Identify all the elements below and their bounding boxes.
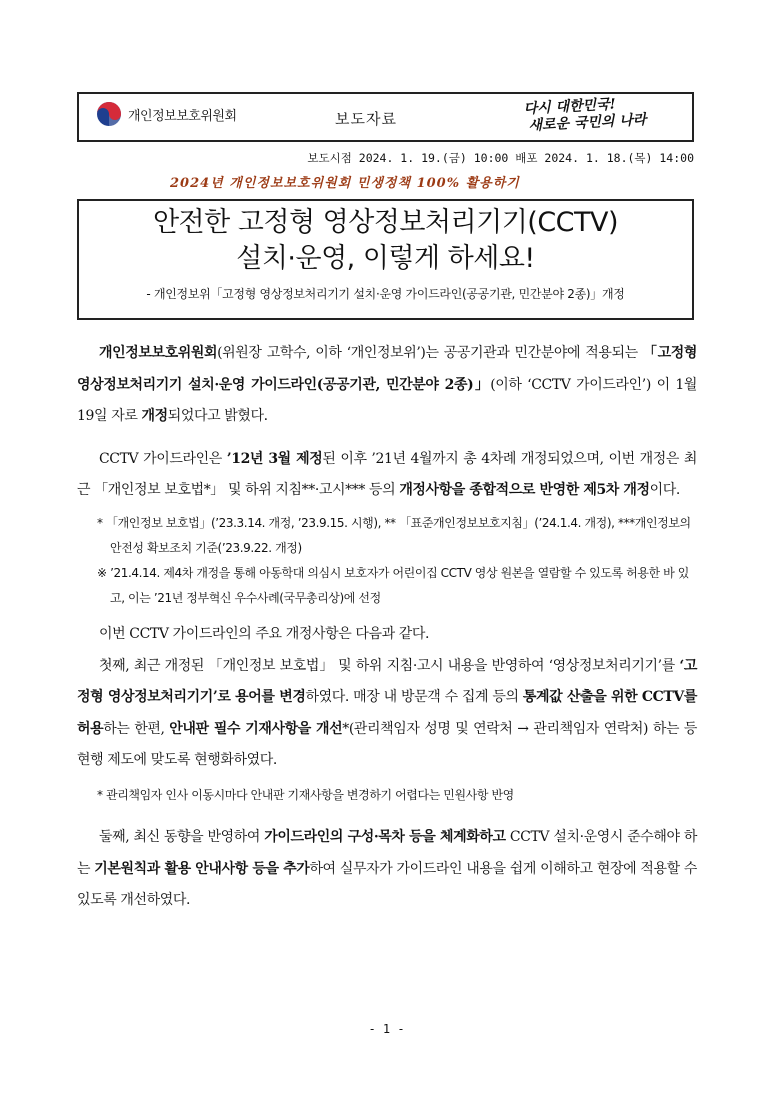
p2-bold-1: ’12년 3월 제정: [226, 450, 323, 467]
policy-banner: 2024년 개인정보보호위원회 민생정책 100% 활용하기: [170, 176, 520, 191]
p4-text-1: 첫째, 최근 개정된 「개인정보 보호법」 및 하위 지침·고시 내용을 반영하여 ‘영상정보처리기기’를: [99, 657, 680, 674]
p2-text-3: 이다.: [649, 482, 680, 499]
p4-text-4: *(관리책임자 성명 및 연락처 → 관리책임자 연락처) 하는 등 현행 제도에 맞도록 현행화하였다.: [77, 720, 697, 769]
title-line2: 설치·운영, 이렇게 하세요!: [236, 243, 535, 274]
p5-text-3: 하여 실무자가 가이드라인 내용을 쉽게 이해하고 현장에 적용할 수 있도록 개선하였다.: [77, 860, 697, 909]
p1-text-3: 되었다고 밝혔다.: [167, 408, 268, 425]
body-content: [77, 338, 697, 917]
release-datetime: 보도시점 2024. 1. 19.(금) 10:00 배포 2024. 1. 18.(목) 14:00: [307, 151, 694, 165]
p5-bold-2: 기본원칙과 활용 안내사항 등을 추가: [94, 860, 310, 877]
p1-bold-1: 개인정보보호위원회: [99, 345, 218, 361]
paragraph-2: [77, 444, 697, 507]
p4-bold-3: 안내판 필수 기재사항을 개선: [169, 720, 343, 737]
title-line1: 안전한 고정형 영상정보처리기기(CCTV): [152, 207, 619, 238]
p1-bold-2: 「고정형 영상정보처리기기 설치·운영 가이드라인(공공기관, 민간분야 2종)」: [77, 345, 697, 393]
p4-text-3: 하는 한편,: [103, 720, 170, 737]
doc-type: 보도자료: [335, 110, 397, 128]
p1-bold-3: 개정: [141, 408, 168, 425]
org-name: 개인정보보호위원회: [128, 108, 237, 124]
p2-text-1: CCTV 가이드라인은: [99, 450, 227, 467]
p4-bold-2: 통계값 산출을 위한 CCTV를 허용: [77, 689, 697, 737]
footnote-1: * 「개인정보 보호법」(’23.3.14. 개정, ’23.9.15. 시행), ** 「표준개인정보보호지침」(’24.1.4. 개정), ***개인정보의 안전성 확보조치 기준(’23.9.22. 개정): [97, 515, 691, 555]
p5-text-2: CCTV 설치·운영시 준수해야 하는: [77, 828, 697, 877]
p4-text-2: 하였다. 매장 내 방문객 수 집계 등의: [305, 689, 523, 706]
slogan-line2: 새로운 국민의 나라: [528, 111, 647, 134]
paragraph-4: [77, 651, 697, 777]
paragraph-5: [77, 822, 697, 917]
org-logo: [96, 101, 237, 127]
footnote-3: * 관리책임자 인사 이동시마다 안내판 기재사항을 변경하기 어렵다는 민원사항 반영: [97, 787, 514, 802]
footnote-2: ※ ’21.4.14. 제4차 개정을 통해 아동학대 의심시 보호자가 어린이집 CCTV 영상 원본을 열람할 수 있도록 허용한 바 있고, 이는 ’21년 정부혁신 우수사례(국무총리상)에 선정: [97, 565, 689, 605]
subtitle: - 개인정보위「고정형 영상정보처리기기 설치·운영 가이드라인(공공기관, 민간분야 2종)」개정: [146, 287, 625, 301]
p5-bold-1: 가이드라인의 구성·목차 등을 체계화하고: [264, 828, 506, 845]
slogan: [523, 95, 647, 135]
page-number: - 1 -: [368, 1022, 405, 1036]
paragraph-3: 이번 CCTV 가이드라인의 주요 개정사항은 다음과 같다.: [99, 625, 430, 642]
paragraph-1: [77, 338, 697, 433]
p4-bold-1: ‘고정형 영상정보처리기기’로 용어를 변경: [77, 657, 697, 706]
title-box: [77, 199, 694, 320]
p2-text-2: 된 이후 ’21년 4월까지 총 4차례 개정되었으며, 이번 개정은 최근 「개인정보 보호법*」 및 하위 지침**·고시*** 등의: [77, 450, 697, 499]
taegeuk-logo-icon: [96, 101, 122, 127]
p5-text-1: 둘째, 최신 동향을 반영하여: [99, 828, 265, 845]
slogan-line1: 다시 대한민국!: [523, 96, 617, 118]
p2-bold-2: 개정사항을 종합적으로 반영한 제5차 개정: [399, 482, 650, 499]
p1-text-2: (이하 ‘CCTV 가이드라인’) 이 1월 19일 자로: [77, 376, 697, 425]
p1-text-1: (위원장 고학수, 이하 ‘개인정보위’)는 공공기관과 민간분야에 적용되는: [217, 345, 643, 361]
